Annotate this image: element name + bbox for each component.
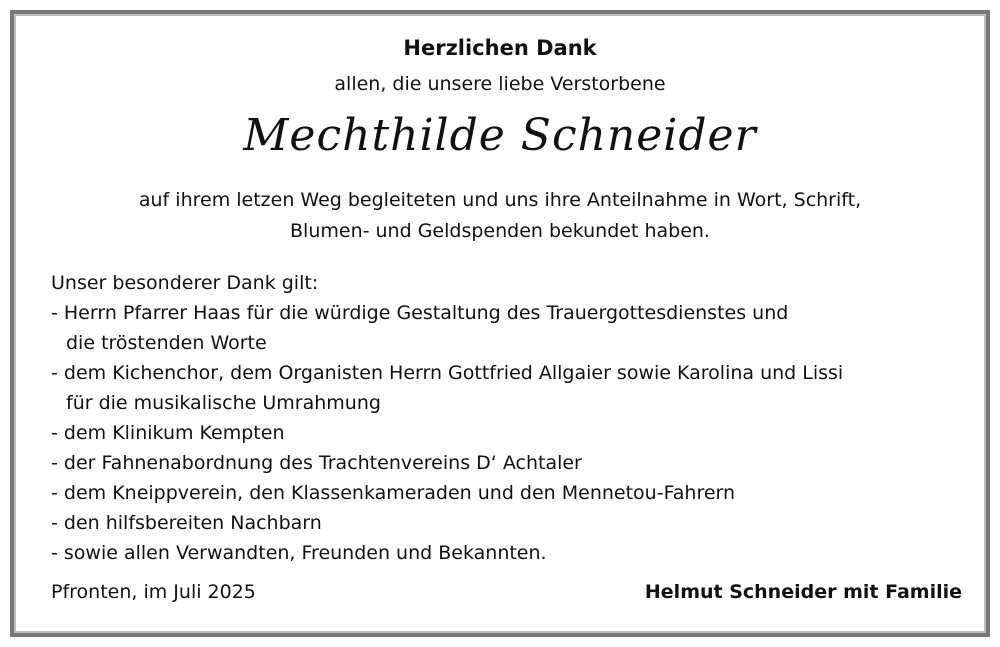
thanks-item: - den hilfsbereiten Nachbarn (51, 512, 322, 534)
thanks-item-continuation: für die musikalische Umrahmung (66, 392, 381, 414)
notice-intro: allen, die unsere liebe Verstorbene (334, 73, 666, 95)
thanks-item: - Herrn Pfarrer Haas für die würdige Gestaltung des Trauergottesdienstes und (51, 302, 789, 324)
thanks-item: - sowie allen Verwandten, Freunden und Bekannten. (51, 542, 547, 564)
body-line-1: auf ihrem letzen Weg begleiteten und uns ihre Anteilnahme in Wort, Schrift, (138, 189, 862, 211)
signature: Helmut Schneider mit Familie (644, 581, 962, 603)
body-line-2: Blumen- und Geldspenden bekundet haben. (290, 220, 710, 242)
thanks-item-continuation: die tröstenden Worte (66, 332, 267, 354)
thanks-item: - dem Kichenchor, dem Organisten Herrn Gottfried Allgaier sowie Karolina und Lissi (51, 362, 844, 384)
thanks-list (51, 268, 843, 568)
thanks-item: - dem Klinikum Kempten (51, 422, 285, 444)
place-date: Pfronten, im Juli 2025 (51, 581, 256, 603)
deceased-name: Mechthilde Schneider (243, 110, 757, 161)
thanks-item: - dem Kneippverein, den Klassenkameraden und den Mennetou-Fahrern (51, 482, 736, 504)
thanks-item: - der Fahnenabordnung des Trachtenvereins D‘ Achtaler (51, 452, 582, 474)
notice-title: Herzlichen Dank (403, 36, 597, 60)
thanks-heading: Unser besonderer Dank gilt: (51, 272, 319, 294)
